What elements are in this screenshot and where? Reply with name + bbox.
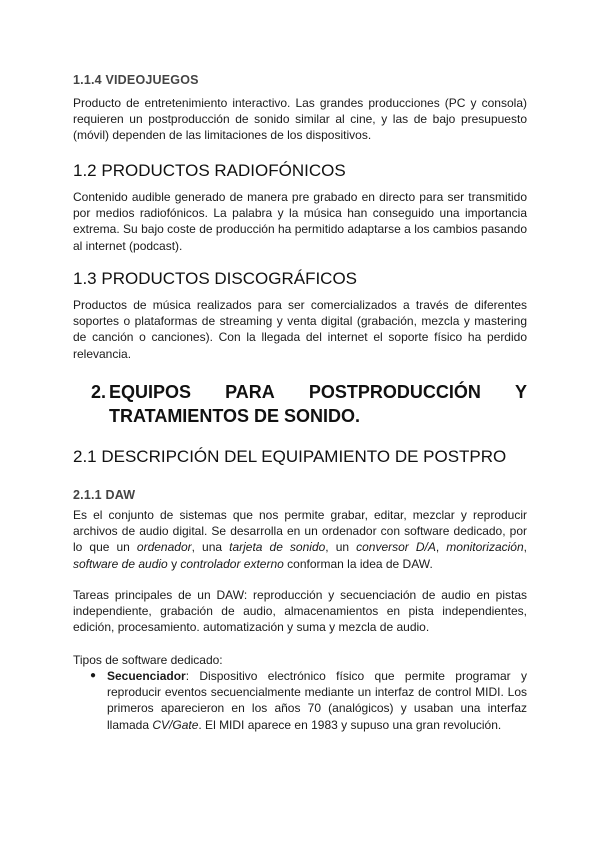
paragraph-radiofonicos-text: Contenido audible generado de manera pre grabado en directo para ser transmitido por medios radiofónicos. La palabra y la música han conseguido una importancia extrema. Su bajo coste de producción ha permitido adaptarse a los cambios pasando al internet (podcast). xyxy=(73,190,527,253)
paragraph-radiofonicos xyxy=(73,189,527,254)
bullet-icon: ● xyxy=(90,670,97,681)
paragraph-daw-tasks-text: Tareas principales de un DAW: reproducción y secuenciación de audio en pistas independiente, grabación de audio, almacenamientos en pista independientes, edición, procesamiento. automatización y suma y mezcla de audio. xyxy=(73,588,527,635)
heading-2-word: Y xyxy=(514,382,527,402)
paragraph-videojuegos-text: Producto de entretenimiento interactivo. Las grandes producciones (PC y consola) requieren un postproducción de sonido similar al cine, y las de bajo presupuesto (móvil) dependen de las limitaciones de los dispositivos. xyxy=(73,96,527,143)
list-item-secuenciador xyxy=(73,668,527,733)
heading-2-1: 2.1 DESCRIPCIÓN DEL EQUIPAMIENTO DE POSTPRO xyxy=(73,447,507,466)
heading-2 xyxy=(91,380,527,428)
heading-1-3: 1.3 PRODUCTOS DISCOGRÁFICOS xyxy=(73,269,358,288)
paragraph-discograficos xyxy=(73,297,527,362)
heading-2-1-1: 2.1.1 DAW xyxy=(73,488,136,502)
heading-2-text xyxy=(109,380,527,428)
heading-2-word: EQUIPOS xyxy=(109,382,192,402)
paragraph-videojuegos xyxy=(73,95,527,144)
heading-2-number: 2. xyxy=(91,382,107,402)
heading-2-word: PARA xyxy=(225,382,275,402)
paragraph-discograficos-text: Productos de música realizados para ser comercializados a través de diferentes soportes o plataformas de streaming y venta digital (grabación, mezcla y mastering de canción o canciones). Con la llegada del internet el soporte físico ha perdido relevancia. xyxy=(73,298,527,361)
paragraph-daw-definition-text: Es el conjunto de sistemas que nos permite grabar, editar, mezclar y reproducir archivos de audio digital. Se desarrolla en un ordenador con software dedicado, por lo que un ordenador, una tarjeta de sonido, un conversor D/A, monitorización, software de audio y controlador externo conforman la idea de DAW. xyxy=(73,508,527,571)
paragraph-software-types xyxy=(73,652,527,668)
heading-2-word: POSTPRODUCCIÓN xyxy=(308,382,481,402)
paragraph-daw-definition xyxy=(73,507,527,572)
paragraph-software-types-text: Tipos de software dedicado: xyxy=(73,653,223,667)
software-list xyxy=(73,668,527,733)
heading-2-line2: TRATAMIENTOS DE SONIDO. xyxy=(109,406,361,426)
heading-1-1-4: 1.1.4 VIDEOJUEGOS xyxy=(73,73,199,87)
list-item-secuenciador-text: Secuenciador: Dispositivo electrónico físico que permite programar y reproducir eventos secuencialmente mediante un interfaz de control MIDI. Los primeros aparecieron en los años 70 (analógicos) y usaban una interfaz llamada CV/Gate. El MIDI aparece en 1983 y supuso una gran revolución. xyxy=(107,669,527,732)
paragraph-daw-tasks xyxy=(73,587,527,636)
heading-2-line1 xyxy=(109,380,527,404)
heading-1-2: 1.2 PRODUCTOS RADIOFÓNICOS xyxy=(73,161,346,180)
